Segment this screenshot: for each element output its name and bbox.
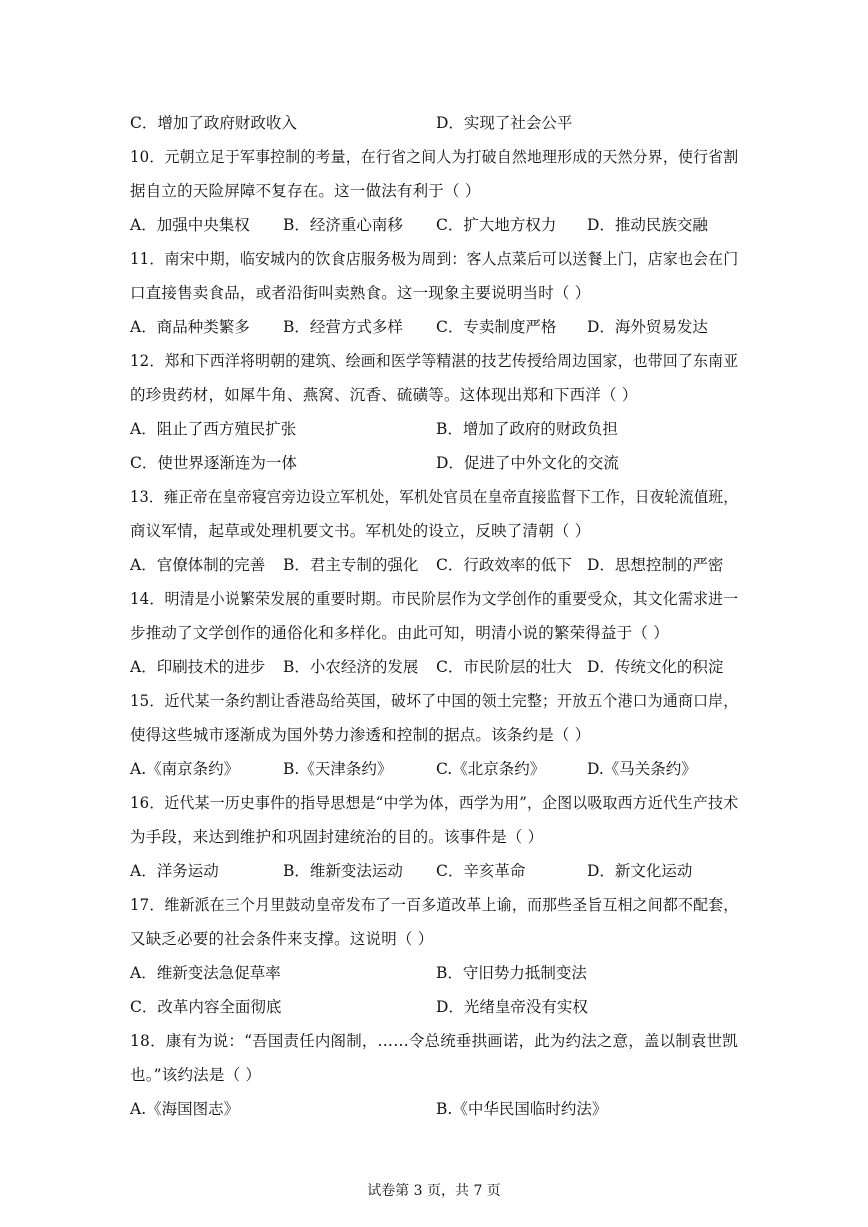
page-footer: 试卷第 3 页，共 7 页: [367, 1183, 501, 1199]
option-b: B．经营方式多样: [283, 318, 403, 336]
option-b: B．经济重心南移: [283, 216, 403, 234]
option-b: B.《中华民国临时约法》: [436, 1100, 608, 1118]
option-c: C．增加了政府财政收入: [130, 114, 297, 132]
question-15-line-2: 使得这些城市逐渐成为国外势力渗透和控制的据点。该条约是（ ）: [130, 726, 591, 744]
option-a: A．官僚体制的完善: [130, 556, 266, 574]
option-a: A．加强中央集权: [130, 216, 250, 234]
question-10-line-1: 10．元朝立足于军事控制的考量，在行省之间人为打破自然地理形成的天然分界，使行省割: [130, 148, 739, 166]
option-b: B．君主专制的强化: [283, 556, 419, 574]
option-a: A．维新变法急促草率: [130, 964, 281, 982]
option-d: D．促进了中外文化的交流: [436, 454, 619, 472]
option-a: A．印刷技术的进步: [130, 658, 266, 676]
question-16-line-1: 16．近代某一历史事件的指导思想是“中学为体，西学为用”，企图以吸取西方近代生产技术: [130, 794, 739, 812]
option-b: B．增加了政府的财政负担: [436, 420, 618, 438]
option-c: C．行政效率的低下: [436, 556, 572, 574]
option-d: D．实现了社会公平: [436, 114, 573, 132]
option-c: C．使世界逐渐连为一体: [130, 454, 297, 472]
option-c: C．市民阶层的壮大: [436, 658, 572, 676]
option-d: D．新文化运动: [587, 862, 693, 880]
option-b: B．维新变法运动: [283, 862, 403, 880]
option-a: A.《南京条约》: [130, 760, 240, 778]
question-13-line-2: 商议军情，起草或处理机要文书。军机处的设立，反映了清朝（ ）: [130, 522, 591, 540]
question-12-line-1: 12．郑和下西洋将明朝的建筑、绘画和医学等精湛的技艺传授给周边国家，也带回了东南亚: [130, 352, 739, 370]
question-13-line-1: 13．雍正帝在皇帝寝宫旁边设立军机处，军机处官员在皇帝直接监督下工作，日夜轮流值班，: [130, 488, 738, 506]
option-c: C．辛亥革命: [436, 862, 526, 880]
option-c: C.《北京条约》: [436, 760, 546, 778]
question-15-line-1: 15．近代某一条约割让香港岛给英国，破坏了中国的领土完整；开放五个港口为通商口岸，: [130, 692, 739, 710]
question-16-line-2: 为手段，来达到维护和巩固封建统治的目的。该事件是（ ）: [130, 828, 544, 846]
question-12-line-2: 的珍贵药材，如犀牛角、燕窝、沉香、硫磺等。这体现出郑和下西洋（ ）: [130, 386, 638, 404]
option-b: B．守旧势力抵制变法: [436, 964, 587, 982]
question-18-line-2: 也。”该约法是（ ）: [130, 1066, 262, 1084]
option-a: A．商品种类繁多: [130, 318, 250, 336]
option-b: B.《天津条约》: [283, 760, 393, 778]
option-d: D．传统文化的积淀: [587, 658, 724, 676]
question-14-line-1: 14．明清是小说繁荣发展的重要时期。市民阶层作为文学创作的重要受众，其文化需求进一: [130, 590, 739, 608]
option-d: D．推动民族交融: [587, 216, 708, 234]
question-11-line-2: 口直接售卖食品，或者沿街叫卖熟食。这一现象主要说明当时（ ）: [130, 284, 591, 302]
option-c: C．扩大地方权力: [436, 216, 557, 234]
option-d: D．思想控制的严密: [587, 556, 724, 574]
option-d: D.《马关条约》: [587, 760, 697, 778]
option-b: B．小农经济的发展: [283, 658, 419, 676]
option-d: D．海外贸易发达: [587, 318, 708, 336]
option-c: C．改革内容全面彻底: [130, 998, 282, 1016]
option-d: D．光绪皇帝没有实权: [436, 998, 588, 1016]
option-c: C．专卖制度严格: [436, 318, 557, 336]
question-11-line-1: 11．南宋中期，临安城内的饮食店服务极为周到：客人点菜后可以送餐上门，店家也会在门: [130, 250, 739, 268]
option-a: A．阻止了西方殖民扩张: [130, 420, 297, 438]
question-14-line-2: 步推动了文学创作的通俗化和多样化。由此可知，明清小说的繁荣得益于（ ）: [130, 624, 669, 642]
question-17-line-1: 17．维新派在三个月里鼓动皇帝发布了一百多道改革上谕，而那些圣旨互相之间都不配套，: [130, 896, 739, 914]
option-a: A．洋务运动: [130, 862, 219, 880]
option-a: A.《海国图志》: [130, 1100, 240, 1118]
question-18-line-1: 18．康有为说：“吾国责任内阁制，……令总统垂拱画诺，此为约法之意，盖以制袁世凯: [130, 1032, 738, 1050]
question-17-line-2: 又缺乏必要的社会条件来支撑。这说明（ ）: [130, 930, 434, 948]
question-10-line-2: 据自立的天险屏障不复存在。这一做法有利于（ ）: [130, 182, 481, 200]
